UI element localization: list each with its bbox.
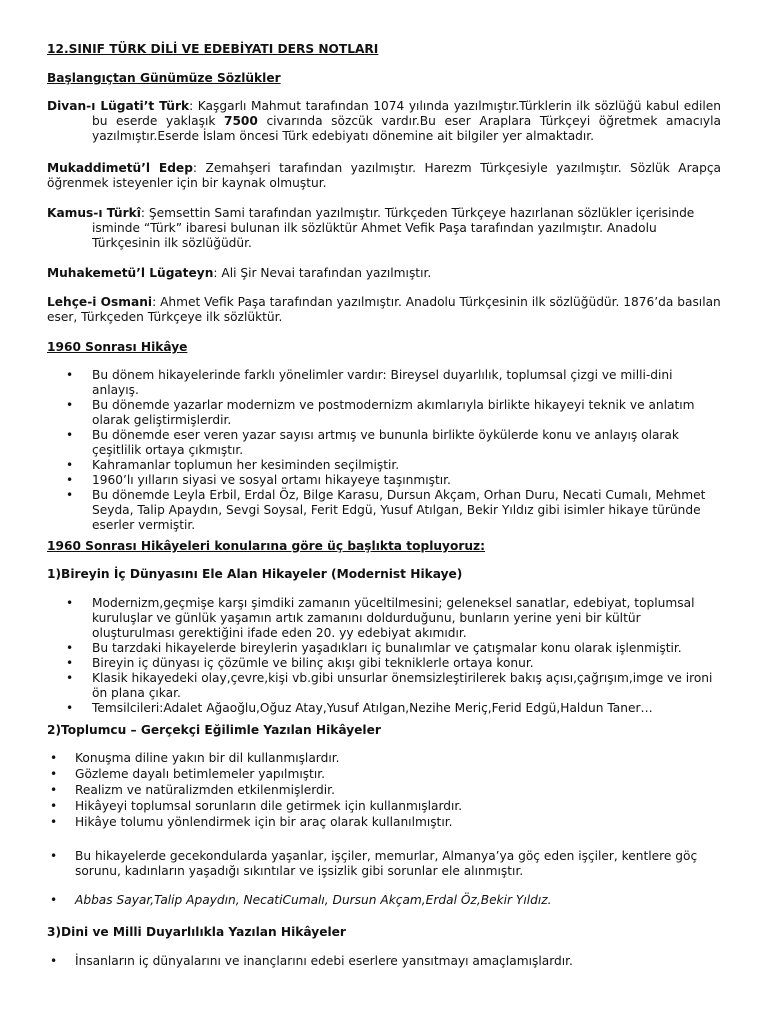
bullet-icon: • [66, 656, 74, 670]
bullet-icon: • [50, 783, 58, 797]
list-item: • Modernizm,geçmişe karşı şimdiki zamanın yüceltilmesini; geleneksel sanatlar, edebiyat, toplumsal kuruluşlar ve günlük yaşamın artık zamanını doldurduğunu, bunların yerine yeni bir kültür oluşturulması gerektiğini ifade eden 20. yy edebiyat akımıdır. [66, 596, 695, 640]
section-heading-dictionaries: Başlangıçtan Günümüze Sözlükler [47, 71, 281, 85]
bullet-icon: • [66, 671, 74, 685]
document-title: 12.SINIF TÜRK DİLİ VE EDEBİYATI DERS NOTLARI [47, 42, 379, 56]
bullet-list-social-realist [50, 751, 715, 830]
bullet-icon: • [50, 751, 58, 765]
bullet-icon: • [66, 701, 74, 715]
entry-mukaddimetul-edep: Mukaddimetü’l Edep: Zemahşeri tarafından yazılmıştır. Harezm Türkçesiyle yazılmıştır. Sözlük Arapça öğrenmek isteyenler için bir kaynak olmuştur. [47, 161, 721, 190]
entry-term: Muhakemetü’l Lügateyn [47, 266, 214, 280]
bullet-icon: • [66, 488, 74, 502]
list-item: • Bu hikayelerde gecekondularda yaşanlar, işçiler, memurlar, Almanya’ya göç eden işçiler, kentlere göç sorunu, kadınların yaşadığı sıkıntılar ve işsizlik gibi sorunlar ele alınmıştır. [50, 849, 698, 878]
bullet-icon: • [50, 893, 58, 907]
bullet-icon: • [50, 849, 58, 863]
list-item: • Bu dönemde Leyla Erbil, Erdal Öz, Bilge Karasu, Dursun Akçam, Orhan Duru, Necati Cumalı, Mehmet Seyda, Talip Apaydın, Sevgi Soysal, Ferit Edgü, Yusuf Atılgan, Bekir Yıldız gibi isimler hikaye türünde eserler vermiştir. [66, 488, 706, 532]
list-item: • Realizm ve natüralizmden etkilenmişlerdir. [50, 783, 335, 797]
bullet-icon: • [66, 428, 74, 442]
list-item: • Hikâyeyi toplumsal sorunların dile getirmek için kullanmışlardır. [50, 799, 463, 813]
word-count: 7500 [223, 114, 258, 128]
list-item: • Bu tarzdaki hikayelerde bireylerin yaşadıkları iç bunalımlar ve çatışmalar konu olarak işlenmiştir. [66, 641, 682, 655]
bullet-icon: • [66, 398, 74, 412]
section-heading-three-categories: 1960 Sonrası Hikâyeleri konularına göre üç başlıkta topluyoruz: [47, 539, 486, 553]
bullet-list-1960-story [66, 368, 722, 533]
bullet-list-social-authors [50, 893, 715, 908]
entry-term: Lehçe-i Osmani [47, 295, 153, 309]
entry-text: Kaşgarlı Mahmut tarafından 1074 yılında yazılmıştır.Türklerin ilk sözlüğü kabul edilen bu eserde yaklaşık [92, 99, 722, 128]
bullet-icon: • [66, 596, 74, 610]
entry-lehce-i-osmani: Lehçe-i Osmani: Ahmet Vefik Paşa tarafından yazılmıştır. Anadolu Türkçesinin ilk sözlüğüdür. 1876’da basılan eser, Türkçeden Türkçeye ilk sözlüktür. [47, 295, 721, 324]
list-item: • Temsilcileri:Adalet Ağaoğlu,Oğuz Atay,Yusuf Atılgan,Nezihe Meriç,Ferid Edgü,Haldun Taner… [66, 701, 653, 715]
list-item: • Kahramanlar toplumun her kesiminden seçilmiştir. [66, 458, 400, 472]
list-item: • 1960’lı yılların siyasi ve sosyal ortamı hikayeye taşınmıştır. [66, 473, 451, 487]
list-item: • İnsanların iç dünyalarını ve inançlarını edebi eserlere yansıtmayı amaçlamışlardır. [50, 954, 573, 968]
entry-text: Ahmet Vefik Paşa tarafından yazılmıştır. Anadolu Türkçesinin ilk sözlüğüdür. 1876’da basılan eser, Türkçeden Türkçeye ilk sözlüktür. [47, 295, 721, 324]
bullet-icon: • [50, 799, 58, 813]
entry-term: Divan-ı Lügati’t Türk [47, 99, 190, 113]
entry-kamus-i-turki: Kamus-ı Türkî: Şemsettin Sami tarafından yazılmıştır. Türkçeden Türkçeye hazırlanan sözlükler içerisinde isminde “Türk” ibaresi bulunan ilk sözlüktür Ahmet Vefik Paşa tarafından yazılmıştır. Anadolu Türkçesinin ilk sözlüğüdür. [47, 206, 695, 250]
bullet-icon: • [66, 641, 74, 655]
section-heading-modernist: 1)Bireyin İç Dünyasını Ele Alan Hikayeler (Modernist Hikaye) [47, 567, 463, 581]
bullet-icon: • [66, 458, 74, 472]
section-heading-religious-national: 3)Dini ve Milli Duyarlılıkla Yazılan Hikâyeler [47, 925, 346, 939]
list-item: • Klasik hikayedeki olay,çevre,kişi vb.gibi unsurlar önemsizleştirilerek bakış açısı,çağrışım,imge ve ironi ön plana çıkar. [66, 671, 713, 700]
list-item: • Gözleme dayalı betimlemeler yapılmıştır. [50, 767, 325, 781]
list-item: • Konuşma diline yakın bir dil kullanmışlardır. [50, 751, 340, 765]
entry-text: Ali Şir Nevai tarafından yazılmıştır. [221, 266, 432, 280]
bullet-list-religious-national [50, 954, 715, 969]
bullet-icon: • [66, 368, 74, 382]
entry-term: Kamus-ı Türkî [47, 206, 141, 220]
list-item: • Hikâye tolumu yönlendirmek için bir araç olarak kullanılmıştır. [50, 815, 453, 829]
entry-text: Zemahşeri tarafından yazılmıştır. Harezm Türkçesiyle yazılmıştır. Sözlük Arapça öğrenmek isteyenler için bir kaynak olmuştur. [47, 161, 721, 190]
entry-muhakemetul-lugateyn: Muhakemetü’l Lügateyn: Ali Şir Nevai tarafından yazılmıştır. [47, 266, 432, 280]
list-item: • Bireyin iç dünyası iç çözümle ve bilinç akışı gibi tekniklerle ortaya konur. [66, 656, 534, 670]
bullet-icon: • [50, 815, 58, 829]
section-heading-social-realist: 2)Toplumcu – Gerçekçi Eğilimle Yazılan Hikâyeler [47, 723, 381, 737]
list-item: • Abbas Sayar,Talip Apaydın, NecatiCumalı, Dursun Akçam,Erdal Öz,Bekir Yıldız. [50, 893, 552, 907]
list-item: • Bu dönemde eser veren yazar sayısı artmış ve bununla birlikte öykülerde konu ve anlayış olarak çeşitlilik ortaya çıkmıştır. [66, 428, 679, 457]
bullet-list-social-topics [50, 849, 715, 879]
bullet-icon: • [50, 954, 58, 968]
bullet-list-modernist [66, 596, 722, 716]
entry-text: Şemsettin Sami tarafından yazılmıştır. Türkçeden Türkçeye hazırlanan sözlükler içerisinde isminde “Türk” ibaresi bulunan ilk sözlüktür Ahmet Vefik Paşa tarafından yazılmıştır. Anadolu Türkçesinin ilk sözlüğüdür. [92, 206, 695, 250]
bullet-icon: • [50, 767, 58, 781]
list-item: • Bu dönemde yazarlar modernizm ve postmodernizm akımlarıyla birlikte hikayeyi teknik ve anlatım olarak geliştirmişlerdir. [66, 398, 695, 427]
entry-term: Mukaddimetü’l Edep [47, 161, 193, 175]
list-item: • Bu dönem hikayelerinde farklı yönelimler vardır: Bireysel duyarlılık, toplumsal çizgi ve milli-dini anlayış. [66, 368, 673, 397]
bullet-icon: • [66, 473, 74, 487]
section-heading-1960-story: 1960 Sonrası Hikâye [47, 340, 188, 354]
entry-divan-lugatit-turk: Divan-ı Lügati’t Türk: Kaşgarlı Mahmut tarafından 1074 yılında yazılmıştır.Türklerin ilk sözlüğü kabul edilen bu eserde yaklaşık 7500 civarında sözcük vardır.Bu eser Araplara Türkçeyi öğretmek amacıyla yazılmıştır.Eserde İslam öncesi Türk edebiyatı dönemine ait bilgiler yer almaktadır. [47, 99, 722, 143]
